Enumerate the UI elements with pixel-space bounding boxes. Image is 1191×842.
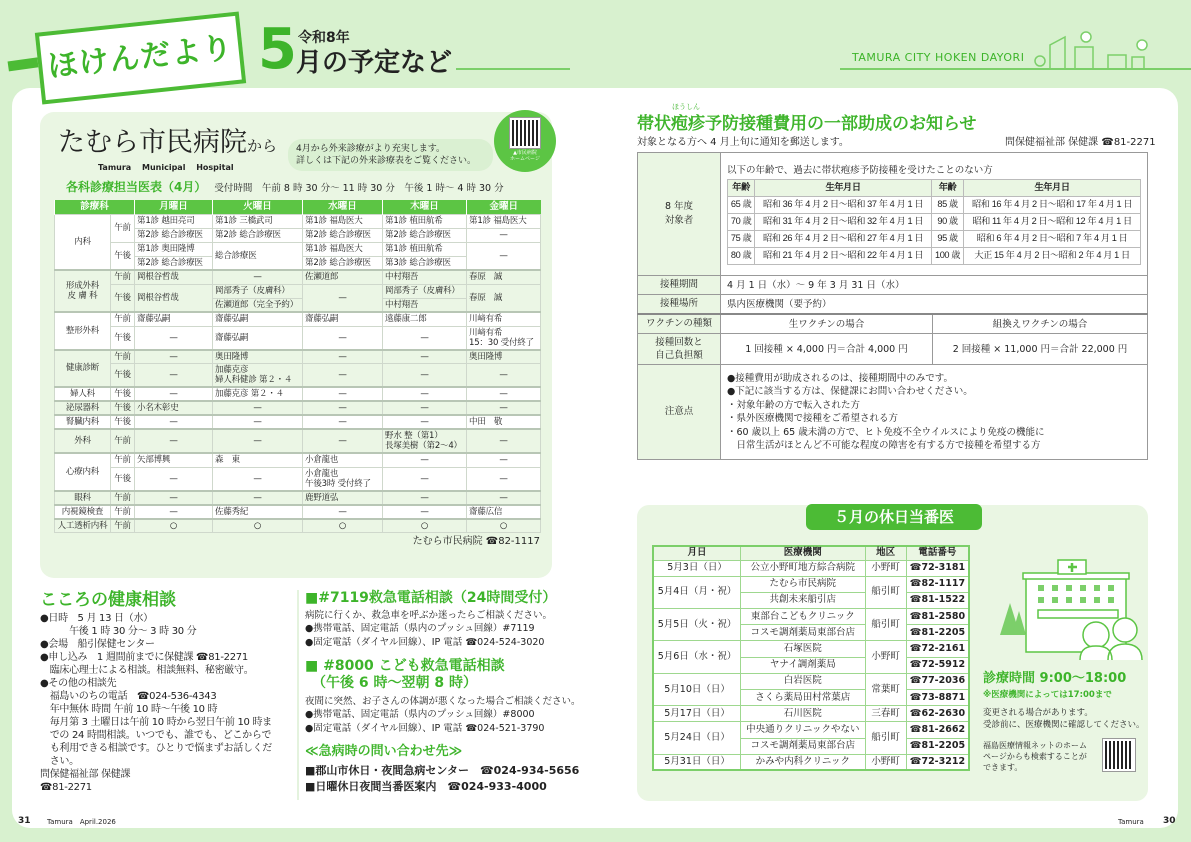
- holiday-title: ５月の休日当番医: [806, 504, 982, 530]
- holiday-row: [653, 722, 969, 738]
- holiday-header: 地区: [865, 546, 906, 560]
- hospital-contact: たむら市民病院 ☎82-1117: [412, 536, 540, 547]
- holiday-row: [653, 754, 969, 770]
- holiday-row: [653, 641, 969, 657]
- table-cell: —: [467, 429, 541, 453]
- hospital-name-en: Tamura Municipal Hospital: [98, 163, 234, 172]
- table-cell: 午前: [111, 214, 135, 242]
- holiday-date: 5月6日（水・祝）: [653, 641, 741, 673]
- period-value: 4 月 1 日（水）～ 9 年 3 月 31 日（水）: [721, 276, 1148, 295]
- schedule-heading: [66, 180, 504, 194]
- table-row: [55, 242, 541, 256]
- holiday-date: 5月3日（日）: [653, 560, 741, 576]
- table-cell: —: [303, 401, 383, 415]
- age-cell: 昭和 36 年 4 月 2 日～昭和 37 年 4 月 1 日: [755, 196, 932, 213]
- holiday-institution: 共創未来船引店: [741, 592, 865, 608]
- table-cell: 第1診 植田航希: [383, 242, 467, 256]
- table-cell: 第2診 総合診療医: [303, 256, 383, 270]
- consult-hours: 診療時間 9:00～18:00: [983, 671, 1127, 686]
- table-cell: —: [135, 326, 213, 350]
- table-cell: —: [213, 429, 303, 453]
- age-cell: 75 歳: [728, 230, 755, 247]
- hospital-name-suffix: から: [247, 137, 278, 155]
- table-row: [55, 453, 541, 467]
- table-cell: 午前: [111, 350, 135, 364]
- age-cell: 100 歳: [931, 247, 963, 264]
- holiday-institution: 白岩医院: [741, 673, 865, 689]
- footer-left-text: Tamura April.2026: [47, 818, 116, 826]
- age-cell: 90 歳: [931, 213, 963, 230]
- table-row: [55, 312, 541, 326]
- holiday-institution: かみや内科クリニック: [741, 754, 865, 770]
- table-cell: 小倉龍也 午後3時 受付終了: [303, 467, 383, 491]
- column-header: 火曜日: [213, 200, 303, 214]
- table-cell: 岡部秀子（皮膚科）: [383, 284, 467, 298]
- table-cell: 齋藤弘嗣: [303, 312, 383, 326]
- table-cell: 春原 誠: [467, 270, 541, 284]
- column-header: 水曜日: [303, 200, 383, 214]
- table-cell: 第1診 三橋武司: [213, 214, 303, 228]
- table-cell: —: [383, 364, 467, 388]
- holiday-phone: ☎72-3212: [906, 754, 969, 770]
- table-cell: 岡根谷哲哉: [135, 270, 213, 284]
- age-row: [728, 196, 1141, 213]
- shingles-subtitle: 対象となる方へ 4 月上旬に通知を郵送します。: [637, 137, 849, 148]
- age-cell: 昭和 21 年 4 月 2 日～昭和 22 年 4 月 1 日: [755, 247, 932, 264]
- inquiry-item: ■郡山市休日・夜間急病センター ☎024-934-5656: [305, 764, 580, 777]
- city-skyline-icon: [1010, 25, 1190, 70]
- table-cell: —: [383, 491, 467, 505]
- table-row: [55, 364, 541, 388]
- schedule-wrapper: [54, 200, 540, 548]
- table-cell: —: [383, 453, 467, 467]
- table-cell: 午前: [111, 429, 135, 453]
- hospital-name: [58, 127, 277, 162]
- holiday-area: 小野町: [865, 560, 906, 576]
- table-cell: —: [303, 387, 383, 401]
- holiday-phone: ☎72-2161: [906, 641, 969, 657]
- table-cell: —: [383, 350, 467, 364]
- table-cell: 小倉龍也: [303, 453, 383, 467]
- table-cell: 齋藤弘嗣: [135, 312, 213, 326]
- holiday-row: [653, 609, 969, 625]
- table-cell: 内科: [55, 214, 111, 270]
- holiday-phone: ☎72-5912: [906, 657, 969, 673]
- table-cell: 心療内科: [55, 453, 111, 491]
- table-cell: 矢部博興: [135, 453, 213, 467]
- table-cell: 第1診 植田航希: [383, 214, 467, 228]
- place-label: 接種場所: [638, 295, 721, 315]
- emergency-7119-title: ■#7119救急電話相談（24時間受付）: [305, 590, 557, 606]
- table-cell: 第2診 総合診療医: [213, 228, 303, 242]
- table-cell: 午後: [111, 415, 135, 429]
- table-cell: 午後: [111, 387, 135, 401]
- table-cell: —: [303, 364, 383, 388]
- net-search-note: 福島医療情報ネットのホーム ページからも検索することが できます。: [983, 741, 1087, 772]
- table-cell: —: [383, 467, 467, 491]
- holiday-date: 5月31日（日）: [653, 754, 741, 770]
- table-cell: 佐藤秀紀: [213, 505, 303, 519]
- table-cell: 第2診 総合診療医: [303, 228, 383, 242]
- table-cell: —: [303, 415, 383, 429]
- holiday-row: [653, 673, 969, 689]
- table-cell: 午後: [111, 401, 135, 415]
- table-cell: 形成外科 皮 膚 科: [55, 270, 111, 312]
- holiday-row: [653, 576, 969, 592]
- age-cell: 昭和 16 年 4 月 2 日～昭和 17 年 4 月 1 日: [964, 196, 1141, 213]
- vaccine-live: 生ワクチンの場合: [721, 314, 933, 334]
- table-cell: 午後: [111, 364, 135, 388]
- month-number: 5: [258, 17, 297, 82]
- table-cell: 午後: [111, 284, 135, 312]
- table-cell: —: [467, 228, 541, 242]
- age-row: [728, 213, 1141, 230]
- page-number-right: 30: [1163, 816, 1176, 826]
- table-cell: —: [303, 429, 383, 453]
- emergency-7119-body: 病院に行くか、救急車を呼ぶか迷ったらご相談ください。 ●携帯電話、固定電話（県内のプッシュ回線）#7119 ●固定電話（ダイヤル回線）、IP 電話 ☎024-524-3020: [305, 610, 553, 648]
- table-cell: —: [135, 387, 213, 401]
- holiday-header: 医療機関: [741, 546, 865, 560]
- table-cell: 第2診 総合診療医: [135, 256, 213, 270]
- table-cell: 加藤克彦 婦人科健診 第２・４: [213, 364, 303, 388]
- table-cell: —: [303, 326, 383, 350]
- table-cell: 中村翔吾: [383, 270, 467, 284]
- inquiry-item: ■日曜休日夜間当番医案内 ☎024-933-4000: [305, 780, 547, 793]
- shingles-title: 帯状疱疹予防接種費用の一部助成のお知らせ: [637, 114, 977, 134]
- schedule-title: 各科診療担当医表（4月）: [66, 180, 207, 194]
- age-cell: 70 歳: [728, 213, 755, 230]
- table-cell: 齋藤弘嗣: [213, 326, 303, 350]
- kokoro-details: ●日時 5 月 13 日（水） 午後 1 時 30 分～ 3 時 30 分 ●会場 船引保健センター ●申し込み 1 週間前までに保健課 ☎81-2271 臨床心理士による相談。相談無料、秘密厳守。 ●その他の相談先 福島いのちの電話 ☎024-536-4343 年中無休 時間 午前 10 時～午後 10 時 毎月第 3 土曜日は午前 10 時から翌日午前 10 時ま での 24 時間相談。いつでも、誰でも、どこからで も利用できる相談です。ひとりで悩まずお話しくだ さい。 問保健福祉部 保健課 ☎81-2271: [40, 613, 272, 793]
- table-cell: 午後: [111, 467, 135, 491]
- holiday-header: 電話番号: [906, 546, 969, 560]
- table-cell: 第3診 総合診療医: [383, 256, 467, 270]
- holiday-institution: 東部台こどもクリニック: [741, 609, 865, 625]
- vaccine-recombinant: 組換えワクチンの場合: [933, 314, 1148, 334]
- column-header: 月曜日: [135, 200, 213, 214]
- table-row: [55, 284, 541, 298]
- table-cell: —: [135, 429, 213, 453]
- age-cell: 95 歳: [931, 230, 963, 247]
- footer-right-text: Tamura: [1118, 818, 1144, 826]
- inquiry-title: ≪急病時の問い合わせ先≫: [305, 744, 463, 759]
- table-cell: —: [303, 284, 383, 312]
- holiday-row: [653, 560, 969, 576]
- holiday-phone: ☎81-2662: [906, 722, 969, 738]
- holiday-phone: ☎72-3181: [906, 560, 969, 576]
- age-cell: 80 歳: [728, 247, 755, 264]
- holiday-institution: 石川医院: [741, 706, 865, 722]
- qr-caption: ▲市民病院 ホームページ: [510, 150, 540, 162]
- table-cell: 川﨑有希 15：30 受付終了: [467, 326, 541, 350]
- hospital-qr-badge[interactable]: [494, 110, 556, 172]
- table-cell: 腎臓内科: [55, 415, 111, 429]
- holiday-area: 船引町: [865, 722, 906, 754]
- table-cell: 齋藤弘嗣: [213, 312, 303, 326]
- age-header: 生年月日: [755, 179, 932, 196]
- holiday-header: 月日: [653, 546, 741, 560]
- table-cell: —: [383, 415, 467, 429]
- age-header: 年齢: [728, 179, 755, 196]
- table-cell: 小名木彰史: [135, 401, 213, 415]
- table-row: [55, 270, 541, 284]
- change-notice: 変更される場合があります。 受診前に、医療機関に確認してください。: [983, 708, 1145, 730]
- table-cell: —: [383, 505, 467, 519]
- table-cell: 人工透析内科: [55, 519, 111, 533]
- reception-hours: 受付時間 午前 8 時 30 分～ 11 時 30 分 午後 1 時～ 4 時 30 分: [214, 183, 504, 194]
- table-cell: ○: [303, 519, 383, 533]
- cost-live: 1 回接種 × 4,000 円＝合計 4,000 円: [721, 334, 933, 365]
- table-cell: —: [213, 491, 303, 505]
- age-row: [728, 230, 1141, 247]
- age-cell: 昭和 31 年 4 月 2 日～昭和 32 年 4 月 1 日: [755, 213, 932, 230]
- age-cell: 昭和 11 年 4 月 2 日～昭和 12 年 4 月 1 日: [964, 213, 1141, 230]
- page-number-left: 31: [18, 816, 31, 826]
- emergency-8000-body: 夜間に突然、お子さんの体調が悪くなった場合ご相談ください。 ●携帯電話、固定電話（県内のプッシュ回線）#8000 ●固定電話（ダイヤル回線）、IP 電話 ☎024-521-3790: [305, 696, 581, 734]
- table-cell: —: [467, 387, 541, 401]
- emergency-8000-title: ■ #8000 こども救急電話相談 （午後 6 時～翌朝 8 時）: [305, 658, 505, 691]
- hospital-doctors-illustration: [988, 555, 1143, 660]
- age-cell: 昭和 26 年 4 月 2 日～昭和 27 年 4 月 1 日: [755, 230, 932, 247]
- table-cell: 第1診 福島医大: [467, 214, 541, 228]
- holiday-date: 5月10日（日）: [653, 673, 741, 705]
- doctor-schedule-table: [54, 200, 541, 533]
- shingles-table: [637, 152, 1148, 460]
- table-cell: 遠藤康二郎: [383, 312, 467, 326]
- age-row: [728, 247, 1141, 264]
- table-cell: —: [467, 453, 541, 467]
- table-cell: —: [303, 350, 383, 364]
- holiday-institution: 中央通りクリニックやない: [741, 722, 865, 738]
- holiday-phone: ☎81-2205: [906, 738, 969, 754]
- table-cell: —: [383, 326, 467, 350]
- table-cell: 春原 誠: [467, 284, 541, 312]
- table-cell: —: [383, 401, 467, 415]
- table-cell: 午前: [111, 312, 135, 326]
- cost-recombinant: 2 回接種 × 11,000 円＝合計 22,000 円: [933, 334, 1148, 365]
- table-cell: 第1診 奥田隆博: [135, 242, 213, 256]
- table-cell: 第2診 総合診療医: [383, 228, 467, 242]
- table-cell: 佐瀬道郎（完全予約）: [213, 298, 303, 312]
- table-cell: 総合診療医: [213, 242, 303, 270]
- table-row: [55, 387, 541, 401]
- table-cell: —: [135, 467, 213, 491]
- table-cell: 整形外科: [55, 312, 111, 350]
- table-cell: 第2診 総合診療医: [135, 228, 213, 242]
- place-value: 県内医療機関（要予約）: [721, 295, 1148, 315]
- era-year: 令和8年: [298, 30, 350, 46]
- holiday-area: 船引町: [865, 609, 906, 641]
- table-cell: 鹿野道弘: [303, 491, 383, 505]
- table-cell: ○: [135, 519, 213, 533]
- notes: ●接種費用が助成されるのは、接種期間中のみです。 ●下記に該当する方は、保健課にお問い合わせください。 ・対象年齢の方で転入された方 ・県外医療機関で接種をご希望される方 ・60 歳以上 65 歳未満の方で、ヒト免疫不全ウイルスにより免疫の機能に 日常生活がほとんど不可能な程度の障害を有する方で接種を希望する方: [721, 365, 1148, 460]
- table-cell: —: [467, 401, 541, 415]
- table-row: [55, 350, 541, 364]
- table-cell: —: [213, 415, 303, 429]
- holiday-institution: たむら市民病院: [741, 576, 865, 592]
- holiday-institution: さくら薬局田村常葉店: [741, 690, 865, 706]
- table-cell: 佐瀬道郎: [303, 270, 383, 284]
- holiday-institution: コスモ調剤薬局東部台店: [741, 625, 865, 641]
- table-cell: 午後: [111, 242, 135, 270]
- cost-label: 接種回数と 自己負担額: [638, 334, 721, 365]
- period-label: 接種期間: [638, 276, 721, 295]
- shingles-contact: 問保健福祉部 保健課 ☎81-2271: [1005, 137, 1156, 148]
- brand-text: TAMURA CITY HOKEN DAYORI: [852, 51, 1025, 64]
- holiday-area: 三春町: [865, 706, 906, 722]
- holiday-date: 5月17日（日）: [653, 706, 741, 722]
- age-cell: 昭和 6 年 4 月 2 日～昭和 7 年 4 月 1 日: [964, 230, 1141, 247]
- table-cell: —: [467, 467, 541, 491]
- notes-label: 注意点: [638, 365, 721, 460]
- holiday-date: 5月5日（火・祝）: [653, 609, 741, 641]
- table-cell: 第1診 福島医大: [303, 242, 383, 256]
- table-row: [55, 467, 541, 491]
- holiday-date: 5月24日（日）: [653, 722, 741, 754]
- holiday-institution: 公立小野町地方綜合病院: [741, 560, 865, 576]
- table-cell: 岡根谷哲哉: [135, 284, 213, 312]
- qr-code-icon: [510, 118, 540, 148]
- table-cell: 奥田隆博: [213, 350, 303, 364]
- holiday-phone: ☎73-8871: [906, 690, 969, 706]
- holiday-phone: ☎81-1522: [906, 592, 969, 608]
- table-cell: —: [135, 415, 213, 429]
- table-cell: ○: [383, 519, 467, 533]
- holiday-phone: ☎81-2580: [906, 609, 969, 625]
- table-cell: 齋藤広信: [467, 505, 541, 519]
- table-cell: —: [135, 505, 213, 519]
- target-intro: 以下の年齢で、過去に帯状疱疹予防接種を受けたことのない方: [727, 164, 993, 176]
- table-cell: 泌尿器科: [55, 401, 111, 415]
- table-cell: 中村翔吾: [383, 298, 467, 312]
- holiday-area: 小野町: [865, 641, 906, 673]
- masthead-tag: ほけんだより: [35, 11, 246, 104]
- table-cell: 内視鏡検査: [55, 505, 111, 519]
- consult-hours-note: ※医療機関によっては17:00まで: [983, 690, 1112, 700]
- holiday-institution: コスモ調剤薬局東部台店: [741, 738, 865, 754]
- table-cell: 岡部秀子（皮膚科）: [213, 284, 303, 298]
- table-row: [55, 214, 541, 228]
- column-header: 金曜日: [467, 200, 541, 214]
- holiday-phone: ☎82-1117: [906, 576, 969, 592]
- age-table: [727, 179, 1141, 265]
- table-cell: 午前: [111, 453, 135, 467]
- table-cell: —: [135, 350, 213, 364]
- table-cell: 中田 敬: [467, 415, 541, 429]
- table-row: [55, 401, 541, 415]
- table-row: [55, 326, 541, 350]
- table-cell: —: [467, 364, 541, 388]
- table-row: [55, 519, 541, 533]
- column-divider: [297, 590, 299, 800]
- qr-code-icon[interactable]: [1103, 739, 1135, 771]
- table-row: [55, 415, 541, 429]
- table-cell: 午前: [111, 491, 135, 505]
- table-cell: 第1診 福島医大: [303, 214, 383, 228]
- table-cell: —: [213, 401, 303, 415]
- title-ruby: ほうしん: [672, 103, 700, 111]
- table-cell: 野水 整（第1） 長塚美樹（第2～4）: [383, 429, 467, 453]
- holiday-phone: ☎77-2036: [906, 673, 969, 689]
- table-cell: —: [383, 387, 467, 401]
- table-row: [55, 491, 541, 505]
- hospital-name-text: たむら市民病院: [58, 127, 247, 158]
- target-cell: [721, 153, 1148, 276]
- table-row: [55, 429, 541, 453]
- holiday-institution: 石塚医院: [741, 641, 865, 657]
- table-cell: 午後: [111, 326, 135, 350]
- target-label: 8 年度 対象者: [638, 153, 721, 276]
- skyline-left: [456, 68, 570, 70]
- age-cell: 85 歳: [931, 196, 963, 213]
- holiday-area: 小野町: [865, 754, 906, 770]
- holiday-doctor-table: [652, 545, 970, 771]
- hospital-notice-bubble: 4月から外来診療がより充実します。 詳しくは下記の外来診療表をご覧ください。: [288, 139, 493, 171]
- table-cell: —: [135, 364, 213, 388]
- holiday-area: 常葉町: [865, 673, 906, 705]
- table-cell: 外科: [55, 429, 111, 453]
- column-header: 木曜日: [383, 200, 467, 214]
- table-cell: 婦人科: [55, 387, 111, 401]
- table-cell: 加藤克彦 第２・４: [213, 387, 303, 401]
- age-cell: 大正 15 年 4 月 2 日～昭和 2 年 4 月 1 日: [964, 247, 1141, 264]
- table-cell: ○: [467, 519, 541, 533]
- vaccine-type-label: ワクチンの種類: [638, 314, 721, 334]
- table-cell: 第1診 越田亮司: [135, 214, 213, 228]
- age-header: 年齢: [931, 179, 963, 196]
- table-cell: —: [467, 491, 541, 505]
- table-cell: 森 東: [213, 453, 303, 467]
- table-cell: —: [303, 505, 383, 519]
- table-cell: 健康診断: [55, 350, 111, 388]
- age-header: 生年月日: [964, 179, 1141, 196]
- holiday-date: 5月4日（月・祝）: [653, 576, 741, 608]
- holiday-institution: ヤナイ調剤薬局: [741, 657, 865, 673]
- table-cell: 川﨑有希: [467, 312, 541, 326]
- table-cell: ○: [213, 519, 303, 533]
- table-cell: —: [467, 242, 541, 270]
- table-cell: 奥田隆博: [467, 350, 541, 364]
- table-cell: —: [213, 467, 303, 491]
- table-row: [55, 505, 541, 519]
- table-cell: 午前: [111, 519, 135, 533]
- holiday-phone: ☎81-2205: [906, 625, 969, 641]
- holiday-row: [653, 706, 969, 722]
- holiday-area: 船引町: [865, 576, 906, 608]
- holiday-phone: ☎62-2630: [906, 706, 969, 722]
- table-cell: 午前: [111, 270, 135, 284]
- table-cell: 眼科: [55, 491, 111, 505]
- table-cell: —: [213, 270, 303, 284]
- table-cell: —: [135, 491, 213, 505]
- column-header: 診療科: [55, 200, 135, 214]
- table-cell: 午前: [111, 505, 135, 519]
- age-cell: 65 歳: [728, 196, 755, 213]
- page-title: 月の予定など: [296, 48, 453, 78]
- kokoro-title: こころの健康相談: [40, 590, 176, 610]
